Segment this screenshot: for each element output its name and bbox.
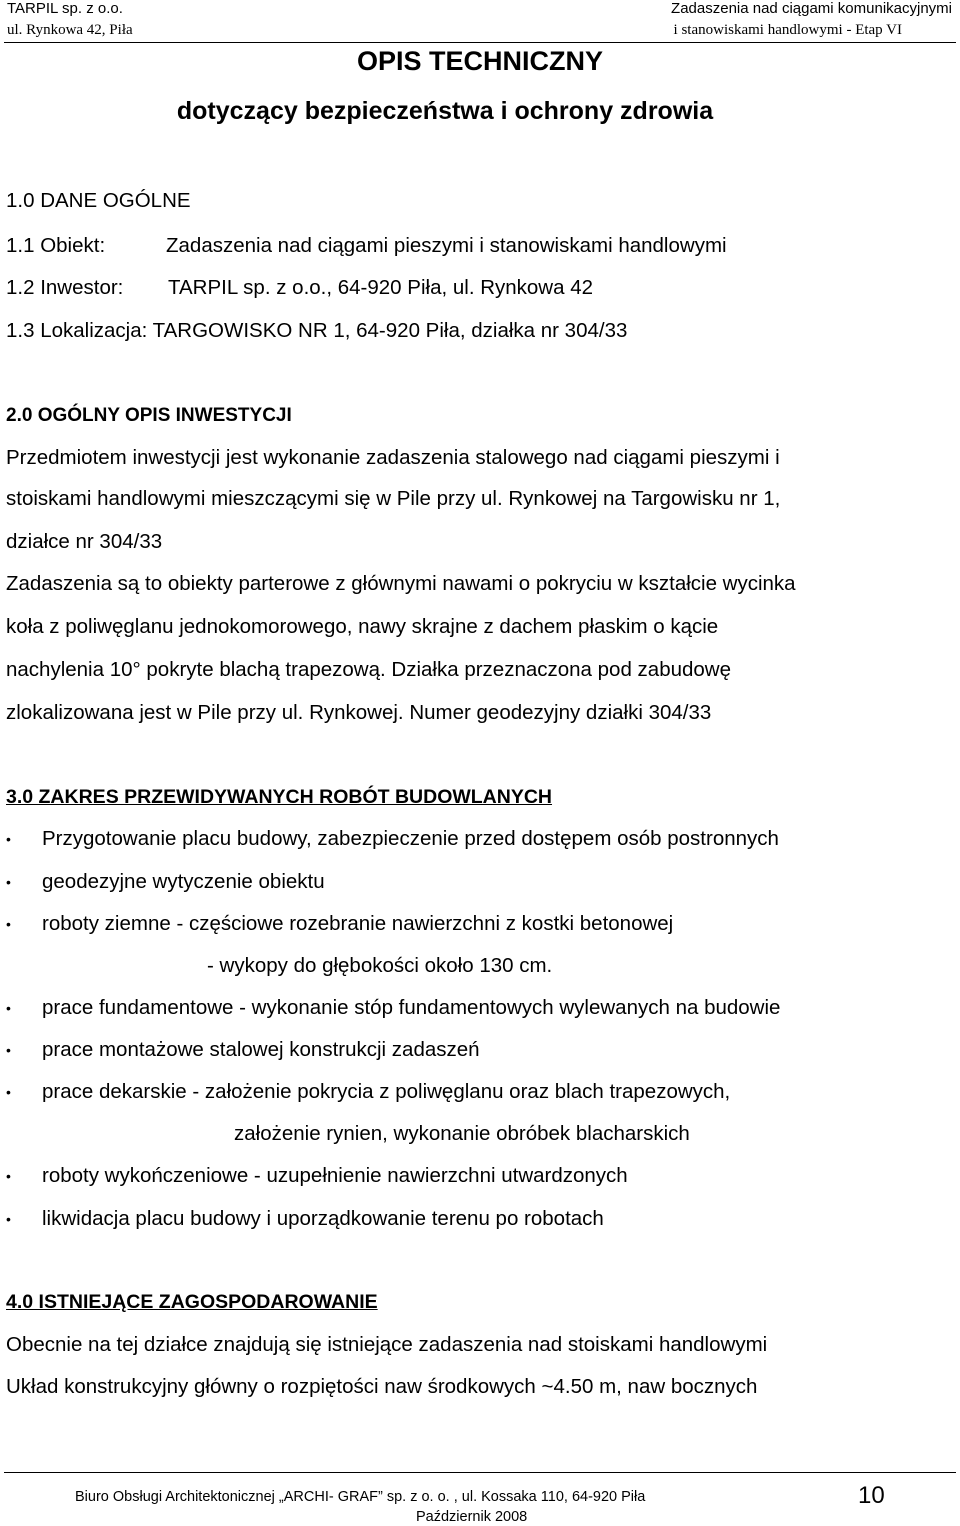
s2-line: Przedmiotem inwestycji jest wykonanie zadaszenia stalowego nad ciągami pieszymi i [6,446,780,469]
section-3-heading: 3.0 ZAKRES PRZEWIDYWANYCH ROBÓT BUDOWLANYCH [6,786,553,808]
page-number: 10 [858,1482,885,1509]
bullet-icon: • [6,874,11,890]
header-company: TARPIL sp. z o.o. [7,0,123,17]
s2-line: działce nr 304/33 [6,530,163,553]
bullet-icon: • [6,1168,11,1184]
header-rule [4,42,956,43]
bullet-icon: • [6,831,11,847]
lokalizacja-line: 1.3 Lokalizacja: TARGOWISKO NR 1, 64-920 Piła, działka nr 304/33 [6,319,628,342]
s3-item: prace fundamentowe - wykonanie stóp fundamentowych wylewanych na budowie [42,996,781,1019]
document-title: OPIS TECHNICZNY [356,46,604,76]
bullet-icon: • [6,1042,11,1058]
inwestor-label: 1.2 Inwestor: [6,276,124,299]
s3-item: roboty wykończeniowe - uzupełnienie nawierzchni utwardzonych [42,1164,628,1187]
s2-line: nachylenia 10° pokryte blachą trapezową. Działka przeznaczona pod zabudowę [6,658,732,681]
obiekt-label: 1.1 Obiekt: [6,234,106,257]
footer-date: Październik 2008 [416,1509,528,1525]
footer-rule [4,1472,956,1473]
s3-item-continuation: - wykopy do głębokości około 130 cm. [207,954,553,977]
s2-line: Zadaszenia są to obiekty parterowe z głównymi nawami o pokryciu w kształcie wycinka [6,572,796,595]
bullet-icon: • [6,1211,11,1227]
obiekt-value: Zadaszenia nad ciągami pieszymi i stanowiskami handlowymi [166,234,727,257]
header-address: ul. Rynkowa 42, Piła [7,22,133,38]
section-2-heading: 2.0 OGÓLNY OPIS INWESTYCJI [6,405,292,426]
section-1-heading: 1.0 DANE OGÓLNE [6,189,191,212]
footer-office: Biuro Obsługi Architektonicznej „ARCHI- GRAF” sp. z o. o. , ul. Kossaka 110, 64-920 Piła [75,1489,646,1505]
bullet-icon: • [6,1084,11,1100]
section-4-heading: 4.0 ISTNIEJĄCE ZAGOSPODAROWANIE [6,1291,378,1313]
s3-item: likwidacja placu budowy i uporządkowanie terenu po robotach [42,1207,604,1230]
s4-line: Układ konstrukcyjny główny o rozpiętości naw środkowych ~4.50 m, naw bocznych [6,1375,758,1398]
bullet-icon: • [6,1000,11,1016]
header-project-line1: Zadaszenia nad ciągami komunikacyjnymi [671,0,952,17]
s3-item: geodezyjne wytyczenie obiektu [42,870,325,893]
s3-item: prace dekarskie - założenie pokrycia z poliwęglanu oraz blach trapezowych, [42,1080,731,1103]
s2-line: stoiskami handlowymi mieszczącymi się w Pile przy ul. Rynkowej na Targowisku nr 1, [6,487,781,510]
inwestor-value: TARPIL sp. z o.o., 64-920 Piła, ul. Rynkowa 42 [168,276,594,299]
header-project-line2: i stanowiskami handlowymi - Etap VI [673,22,902,38]
s2-line: koła z poliwęglanu jednokomorowego, nawy skrajne z dachem płaskim o kącie [6,615,719,638]
document-subtitle: dotyczący bezpieczeństwa i ochrony zdrowia [176,97,714,125]
s4-line: Obecnie na tej działce znajdują się istniejące zadaszenia nad stoiskami handlowymi [6,1333,768,1356]
bullet-icon: • [6,916,11,932]
s3-item: Przygotowanie placu budowy, zabezpieczenie przed dostępem osób postronnych [42,827,779,850]
s2-line: zlokalizowana jest w Pile przy ul. Rynkowej. Numer geodezyjny działki 304/33 [6,701,712,724]
s3-item: prace montażowe stalowej konstrukcji zadaszeń [42,1038,480,1061]
s3-item-continuation: założenie rynien, wykonanie obróbek blacharskich [234,1122,690,1145]
s3-item: roboty ziemne - częściowe rozebranie nawierzchni z kostki betonowej [42,912,674,935]
